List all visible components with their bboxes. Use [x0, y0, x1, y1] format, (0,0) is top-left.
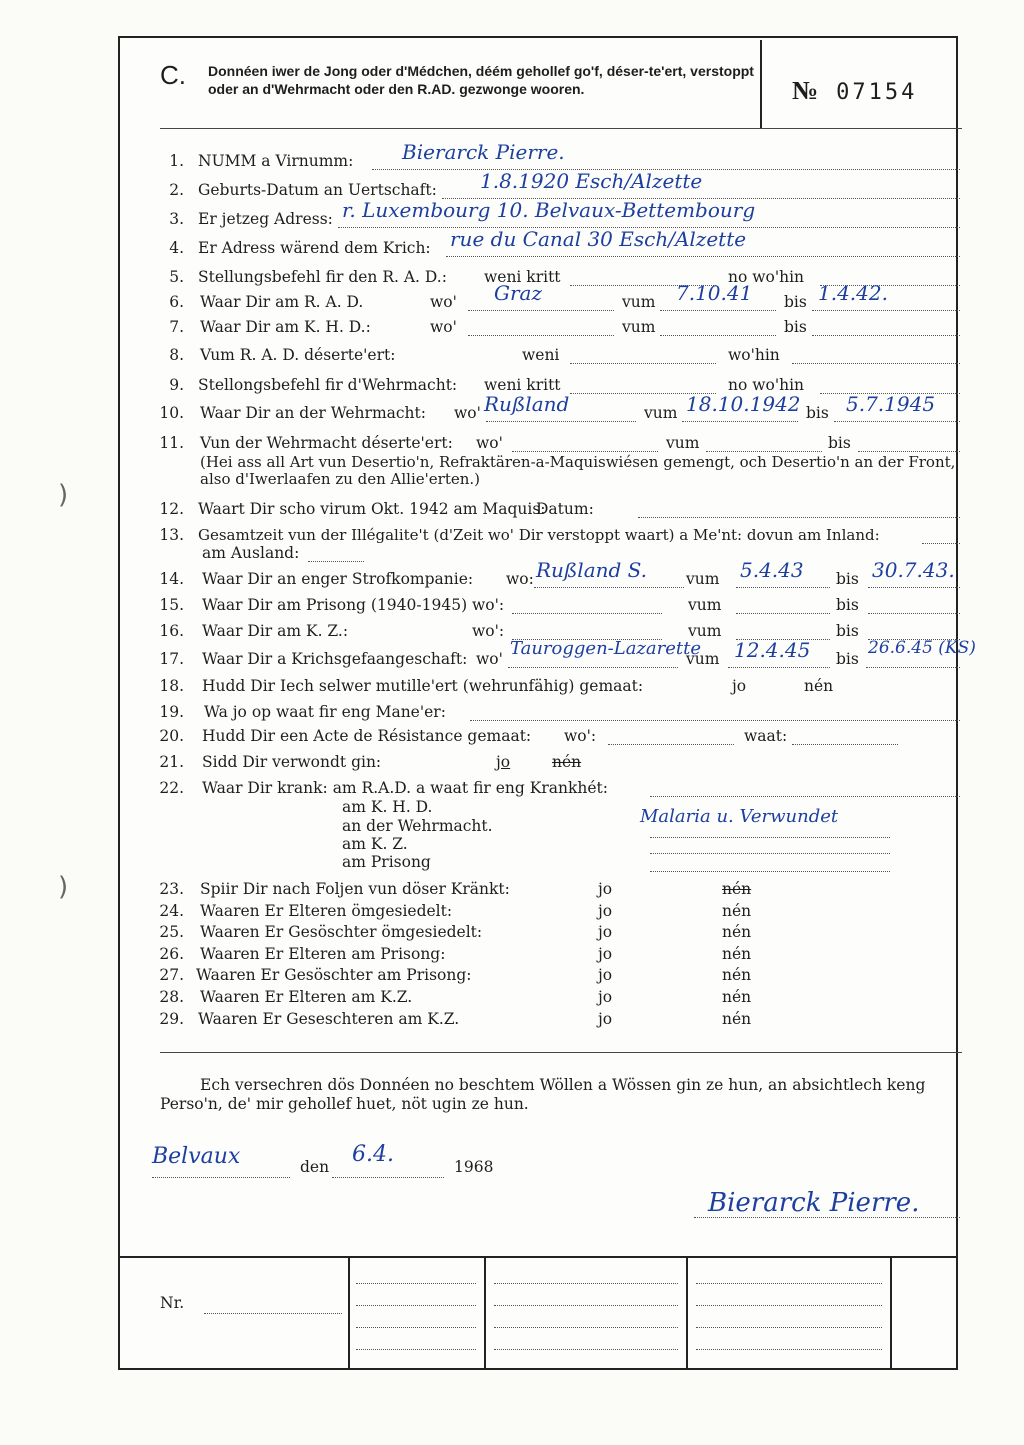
form-number [792, 76, 917, 106]
row-field-label: vum [644, 404, 678, 422]
row-label: Vum R. A. D. déserte'ert: [200, 346, 396, 364]
entry-line [494, 1268, 678, 1284]
row-label: Hudd Dir een Acte de Résistance gemaat: [202, 727, 532, 745]
footer-divider [686, 1256, 688, 1368]
handwritten-entry: 30.7.43. [872, 558, 955, 582]
entry-line [468, 320, 614, 336]
row-label: Er jetzeg Adress: [198, 210, 333, 228]
row-field-label: vum [622, 293, 656, 311]
note-text: (Hei ass all Art vun Desertio'n, Refraktären-a-Maquiswiésen gemengt, och Desertio'n an der Front, also d'Iwerlaafen zu den Allie'erten.) [200, 453, 956, 488]
handwritten-entry: Tauroggen-Lazarette [510, 638, 702, 659]
row-field-label: wo' [430, 293, 457, 311]
entry-line [152, 1162, 290, 1178]
row-number: 16. [159, 622, 184, 640]
entry-line [858, 436, 960, 452]
handwritten-entry: 5.4.43 [740, 558, 804, 582]
row-number: 12. [159, 500, 184, 518]
row-field-label: wo' [430, 318, 457, 336]
entry-line [706, 436, 822, 452]
handwritten-place: Belvaux [152, 1144, 241, 1169]
handwritten-entry: r. Luxembourg 10. Belvaux-Bettembourg [342, 198, 756, 222]
entry-line [696, 1290, 882, 1306]
row-field-label: bis [836, 650, 859, 668]
row-label: Waar Dir am R. A. D. [200, 293, 364, 311]
row-field-label: vum [688, 622, 722, 640]
row-number: 5. [169, 268, 184, 286]
row-label: Waart Dir scho virum Okt. 1942 am Maquis: [198, 500, 546, 518]
entry-line [356, 1312, 476, 1328]
row-number: 8. [169, 346, 184, 364]
answer-nen: nén [722, 1010, 752, 1028]
handwritten-entry: 12.4.45 [734, 638, 811, 662]
footer-divider [890, 1256, 892, 1368]
row-field-label: wo' [476, 650, 503, 668]
row-field-label: wo'hin [728, 346, 780, 364]
row-number: 6. [169, 293, 184, 311]
entry-line [812, 320, 960, 336]
entry-line [696, 1268, 882, 1284]
row-field-label: wo': [472, 596, 505, 614]
answer-nen: nén [722, 902, 752, 920]
row-field-label: bis [784, 318, 807, 336]
entry-line [922, 528, 960, 544]
entry-line [868, 598, 960, 614]
row-label: Waar Dir a Krichsgefaangeschaft: [202, 650, 468, 668]
row-number: 24. [159, 902, 184, 920]
row-number: 23. [159, 880, 184, 898]
entry-line [356, 1334, 476, 1350]
form-sheet [118, 36, 976, 1370]
row-field-label: wo' [476, 434, 503, 452]
answer-jo: jo [598, 880, 613, 898]
header-divider [760, 40, 762, 128]
row-label: Waar Dir an enger Strofkompanie: [202, 570, 474, 588]
answer-jo: jo [496, 753, 511, 771]
entry-line [494, 1334, 678, 1350]
row-field-label: no wo'hin [728, 376, 805, 394]
row-field-label: bis [836, 596, 859, 614]
row-field-label: vum [666, 434, 700, 452]
row-field-label: vum [622, 318, 656, 336]
row-field-label: bis [784, 293, 807, 311]
row-number: 1. [169, 152, 184, 170]
entry-line [494, 1312, 678, 1328]
handwritten-entry: Graz [494, 281, 542, 305]
entry-line [570, 348, 716, 364]
row-field-label: wo' [454, 404, 481, 422]
handwritten-date: 6.4. [352, 1142, 394, 1167]
header-rule [160, 128, 962, 129]
row-number: 15. [159, 596, 184, 614]
row-number: 2. [169, 181, 184, 199]
row-label: Waar Dir am K. Z.: [202, 622, 349, 640]
row-label: NUMM a Virnumm: [198, 152, 354, 170]
section-letter: C. [160, 60, 186, 90]
handwritten-entry: Rußland S. [536, 558, 648, 582]
answer-nen: nén [722, 880, 752, 898]
answer-jo: jo [598, 1010, 613, 1028]
entry-line [608, 729, 734, 745]
date-year: 1968 [454, 1158, 494, 1176]
row-label: Waaren Er Elteren ömgesiedelt: [200, 902, 453, 920]
answer-jo: jo [598, 902, 613, 920]
section-heading: Donnéen iwer de Jong oder d'Médchen, déém gehollef go'f, déser-te'ert, verstoppt oder an d'Wehrmacht oder den R.AD. gezwonge wooren. [208, 63, 754, 97]
row-number: 21. [159, 753, 184, 771]
answer-jo: jo [598, 923, 613, 941]
row-label: Waaren Er Elteren am Prisong: [200, 945, 446, 963]
row-field-label: vum [686, 570, 720, 588]
row-field-label: weni kritt [484, 376, 561, 394]
row-number: 18. [159, 677, 184, 695]
signature: Bierarck Pierre. [708, 1188, 920, 1218]
row-field-label: Datum: [536, 500, 594, 518]
sub-label: am K. Z. [342, 835, 408, 853]
handwritten-entry: Bierarck Pierre. [402, 140, 565, 164]
row-number: 22. [159, 779, 184, 797]
row-number: 11. [159, 434, 184, 452]
row-number: 3. [169, 210, 184, 228]
row-label: Waaren Er Geseschteren am K.Z. [198, 1010, 460, 1028]
answer-jo: jo [598, 966, 613, 984]
row-number: 27. [159, 966, 184, 984]
row-number: 29. [159, 1010, 184, 1028]
row-number: 20. [159, 727, 184, 745]
answer-nen: nén [722, 923, 752, 941]
punch-hole-mark: ) [58, 872, 69, 902]
row-number: 17. [159, 650, 184, 668]
row-label: Waaren Er Gesöschter ömgesiedelt: [200, 923, 483, 941]
entry-line [470, 705, 960, 721]
punch-hole-mark: ) [58, 480, 69, 510]
handwritten-entry: Rußland [484, 392, 570, 416]
row-field-label: vum [688, 596, 722, 614]
handwritten-entry: 26.6.45 (KS) [868, 638, 976, 658]
entry-line [494, 1290, 678, 1306]
date-prefix: den [300, 1158, 330, 1176]
sub-label: am Prisong [342, 853, 431, 871]
row-label: Waar Dir krank: am R.A.D. a waat fir eng Krankhét: [202, 779, 608, 797]
row-number: 25. [159, 923, 184, 941]
answer-nen: nén [552, 753, 582, 771]
entry-line [792, 348, 960, 364]
entry-line [308, 546, 364, 562]
row-field-label: weni kritt [484, 268, 561, 286]
row-label: Waar Dir am K. H. D.: [200, 318, 371, 336]
entry-line [696, 1312, 882, 1328]
entry-line [736, 598, 830, 614]
row-number: 28. [159, 988, 184, 1006]
row-label: Gesamtzeit vun der Illégalite't (d'Zeit wo' Dir verstoppt waart) a Me'nt: dovun am Inland: [198, 526, 880, 544]
entry-line [512, 598, 662, 614]
entry-line [356, 1290, 476, 1306]
row-field-label: bis [836, 570, 859, 588]
answer-nen: nén [804, 677, 834, 695]
row-label: Sidd Dir verwondt gin: [202, 753, 382, 771]
sub-label: an der Wehrmacht. [342, 817, 493, 835]
row-number: 13. [159, 526, 184, 544]
row-label: Waar Dir am Prisong (1940-1945) [202, 596, 468, 614]
footer-nr-label: Nr. [160, 1294, 185, 1312]
declaration-text: Ech versechren dös Donnéen no beschtem Wöllen a Wössen gin ze hun, an absichtlech keng Perso'n, de' mir gehollef huet, nöt ugin ze hun. [160, 1076, 926, 1113]
row-number: 4. [169, 239, 184, 257]
row-field-label: bis [836, 622, 859, 640]
row-label: Spiir Dir nach Foljen vun döser Kränkt: [200, 880, 510, 898]
answer-nen: nén [722, 966, 752, 984]
row-label: Stellongsbefehl fir d'Wehrmacht: [198, 376, 458, 394]
footer-divider [484, 1256, 486, 1368]
entry-line [650, 856, 890, 872]
entry-line [638, 502, 960, 518]
signature-line [694, 1202, 960, 1218]
handwritten-entry: 18.10.1942 [686, 392, 801, 416]
answer-jo: jo [598, 945, 613, 963]
handwritten-entry: 1.8.1920 Esch/Alzette [480, 169, 703, 193]
row-field-label: wo': [564, 727, 597, 745]
answer-jo: jo [598, 988, 613, 1006]
footer-divider [348, 1256, 350, 1368]
entry-line [792, 729, 898, 745]
row-number: 7. [169, 318, 184, 336]
answer-nen: nén [722, 988, 752, 1006]
row-number: 19. [159, 703, 184, 721]
handwritten-entry: 5.7.1945 [846, 392, 936, 416]
row-field-label: bis [806, 404, 829, 422]
row-label: Waaren Er Gesöschter am Prisong: [196, 966, 472, 984]
handwritten-entry: 1.4.42. [818, 281, 888, 305]
row-field-label: bis [828, 434, 851, 452]
sub-label: am K. H. D. [342, 798, 433, 816]
row-label: Wa jo op waat fir eng Mane'er: [204, 703, 446, 721]
row-field-label: wo': [472, 622, 505, 640]
entry-line [650, 838, 890, 854]
row-label: am Ausland: [202, 544, 300, 562]
row-label: Vun der Wehrmacht déserte'ert: [200, 434, 453, 452]
row-number: 10. [159, 404, 184, 422]
form-number-value: 07154 [836, 80, 918, 105]
row-label: Waaren Er Elteren am K.Z. [200, 988, 413, 1006]
row-field-label: vum [686, 650, 720, 668]
row-label: Stellungsbefehl fir den R. A. D.: [198, 268, 447, 286]
handwritten-entry: rue du Canal 30 Esch/Alzette [450, 227, 747, 251]
row-field-label: weni [522, 346, 560, 364]
row-label: Er Adress wärend dem Krich: [198, 239, 431, 257]
row-label: Waar Dir an der Wehrmacht: [200, 404, 426, 422]
number-symbol: № [792, 76, 819, 105]
section-rule [160, 1052, 962, 1053]
row-number: 9. [169, 376, 184, 394]
handwritten-entry: Malaria u. Verwundet [640, 806, 839, 827]
row-number: 14. [159, 570, 184, 588]
entry-line [356, 1268, 476, 1284]
row-number: 26. [159, 945, 184, 963]
answer-jo: jo [732, 677, 747, 695]
entry-line [696, 1334, 882, 1350]
entry-line [650, 781, 960, 797]
entry-line [660, 320, 776, 336]
row-label: Hudd Dir Iech selwer mutille'ert (wehrunfähig) gemaat: [202, 677, 644, 695]
answer-nen: nén [722, 945, 752, 963]
row-field-label: no wo'hin [728, 268, 805, 286]
entry-line [204, 1298, 342, 1314]
row-field-label: wo: [506, 570, 534, 588]
row-label: Geburts-Datum an Uertschaft: [198, 181, 437, 199]
handwritten-entry: 7.10.41 [676, 281, 753, 305]
entry-line [512, 436, 658, 452]
footer-top-rule [120, 1256, 956, 1258]
row-field-label: waat: [744, 727, 788, 745]
